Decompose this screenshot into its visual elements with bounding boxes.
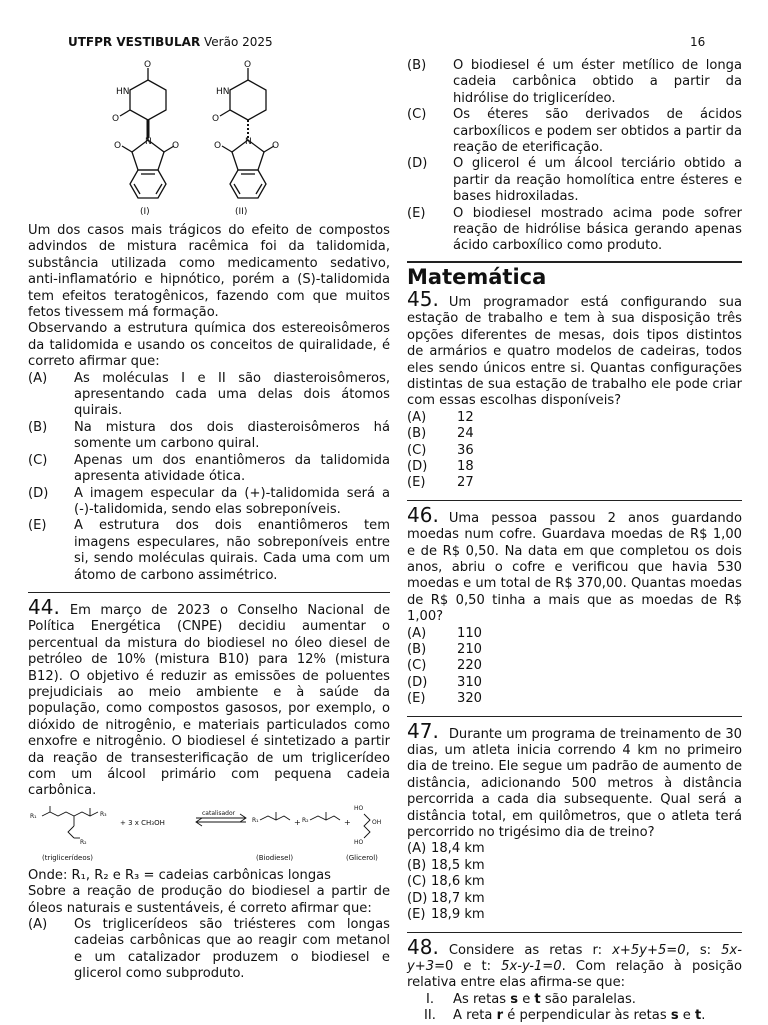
option-text: Os triglicerídeos são triésteres com longas cadeias carbônicas que ao reagir com metanol e um catalizador produzem o biodiesel e glicerol como subproduto. <box>74 917 390 982</box>
q48-item-ii <box>407 1008 742 1024</box>
option-text: 18,9 km <box>431 907 485 923</box>
equation-s: 5x-y+3 <box>407 942 742 974</box>
q45-option-c[interactable] <box>407 443 742 459</box>
q46-statement <box>407 502 742 626</box>
svg-text:R₃: R₃ <box>100 810 107 818</box>
exam-title: UTFPR VESTIBULAR <box>68 35 201 49</box>
svg-text:O: O <box>172 141 180 151</box>
option-label: (E) <box>407 907 426 923</box>
line-r: r <box>496 1008 504 1024</box>
question-number: 45. <box>407 286 439 311</box>
section-title: Matemática <box>407 264 547 289</box>
molecule-label-ii: (II) <box>235 207 248 217</box>
q43-question: Observando a estrutura química dos estereoisômeros da talidomida e usando os conceitos de quiralidade, é correto afirmar que: <box>28 321 390 370</box>
equation-t: 5x-y-1=0 <box>501 958 562 974</box>
label-glycerol: (Glicerol) <box>346 853 378 862</box>
option-b[interactable] <box>28 420 390 453</box>
item-mid-2: e <box>678 1008 696 1024</box>
svg-text:O: O <box>112 114 120 124</box>
option-text: 27 <box>457 475 474 491</box>
q48-statement <box>407 934 743 992</box>
line-t: t <box>695 1008 702 1024</box>
option-label: (C) <box>407 874 427 890</box>
q44-options-continued <box>407 58 742 255</box>
divider <box>407 500 742 501</box>
q44-option-b[interactable] <box>407 58 742 107</box>
option-text: 18,7 km <box>431 890 485 906</box>
option-label: (B) <box>407 642 427 657</box>
option-text: 18,4 km <box>431 841 485 857</box>
q44-option-a[interactable] <box>28 917 390 983</box>
svg-text:O: O <box>244 60 252 70</box>
q44-option-c[interactable] <box>407 107 742 156</box>
option-label: (C) <box>28 452 48 468</box>
q44-question: Sobre a reação de produção do biodiesel a partir de óleos naturais e sustentáveis, é correto afirmar que: <box>28 884 390 916</box>
option-label: (E) <box>28 518 47 534</box>
option-label: (D) <box>28 485 49 501</box>
section-divider <box>407 261 742 263</box>
q48-text-4: . Com relação à posição relativa entre elas afirma-se que: <box>407 958 743 991</box>
q46-text: Uma pessoa passou 2 anos guardando moedas num cofre. Guardava moedas de R$ 1,00 e de R$ 0,50. Na data em que completou os dois anos, abriu o cofre e verificou que havia 530 moedas e um total de R$ 370,00. Quantas moedas de R$ 0,50 tinha a mais que as moedas de R$ 1,00? <box>407 510 742 625</box>
option-d[interactable] <box>28 486 390 519</box>
q45-option-b[interactable] <box>407 426 742 442</box>
item-post: . <box>701 1008 706 1024</box>
option-label: (C) <box>407 107 427 123</box>
q46-option-c[interactable] <box>407 658 742 674</box>
option-label: (A) <box>407 409 427 425</box>
svg-text:HN: HN <box>116 87 130 97</box>
q45-text: Um programador está configurando sua estação de trabalho e tem à sua disposição três opções diferentes de mesas, dois tipos distintos de armários e quatro modelos de cadeiras, todos eles sendo únicos entre si. Quantas configurações distintas de sua estação de trabalho ele pode criar com essas escolhas disponíveis? <box>407 294 742 409</box>
option-label: (E) <box>407 691 426 707</box>
option-text: 320 <box>457 691 482 707</box>
svg-text:OH: OH <box>372 818 382 826</box>
q44-text: Em março de 2023 o Conselho Nacional de Política Energética (CNPE) decidiu aumentar o percentual da mistura do biodiesel no óleo diesel de petróleo de 10% (mistura B10) para 12% (mistura B12). O objetivo é reduzir as emissões de poluentes prejudiciais ao meio ambiente e à saúde da população, como compostos gasosos, por exemplo, o dióxido de nitrogênio, e materiais particulados como enxofre e nitrogênio. O biodiesel é sintetizado a partir da reação de transesterificação de um triglicerídeo com um álcool primário com pequena cadeia carbônica. <box>28 602 390 799</box>
option-c[interactable] <box>28 453 390 486</box>
option-label: (A) <box>28 370 48 386</box>
q48-item-i <box>407 992 742 1008</box>
option-text: 18,6 km <box>431 874 485 890</box>
q47-text: Durante um programa de treinamento de 30 dias, um atleta inicia correndo 4 km no primeiro dia de treino. Ele segue um padrão de aumento de distância, adicionando 500 metros à distância percorrida a cada dia subsequente. Qual será a distância total, em quilômetros, que o atleta terá percorrido no trigésimo dia de treino? <box>407 726 742 841</box>
q46-option-d[interactable] <box>407 675 742 691</box>
q46-option-b[interactable] <box>407 642 742 658</box>
transesterification-reaction <box>28 804 390 864</box>
option-label: (C) <box>407 442 427 458</box>
q47-option-a[interactable] <box>407 841 742 857</box>
option-label: (D) <box>407 156 428 172</box>
label-triglycerides: (triglicerídeos) <box>42 853 94 862</box>
option-text: As moléculas I e II são diasteroisômeros, apresentando cada uma delas dois átomos quirais. <box>74 370 390 419</box>
q45-option-d[interactable] <box>407 459 742 475</box>
option-text: 110 <box>457 625 482 641</box>
q48-text-2: , s: <box>685 942 722 958</box>
q47-option-c[interactable] <box>407 874 742 890</box>
item-text <box>453 1008 742 1024</box>
item-post: são paralelas. <box>540 991 636 1007</box>
thalidomide-diagram <box>108 58 308 218</box>
option-text: 36 <box>457 442 474 458</box>
svg-text:HO: HO <box>354 804 364 812</box>
divider <box>407 932 742 933</box>
option-text: 220 <box>457 658 482 674</box>
divider <box>28 592 390 593</box>
divider <box>407 716 742 717</box>
q48-items <box>407 992 742 1025</box>
item-label: I. <box>425 991 435 1007</box>
item-text <box>453 992 742 1008</box>
option-text: Apenas um dos enantiômeros da talidomida apresenta atividade ótica. <box>74 452 390 485</box>
question-number: 47. <box>407 718 439 743</box>
option-text: O biodiesel é um éster metílico de longa cadeia carbônica obtido a partir da hidrólise do triglicerídeo. <box>453 58 742 106</box>
q47-option-b[interactable] <box>407 858 742 874</box>
option-text: A estrutura dos dois enantiômeros tem imagens especulares, não sobreponíveis entre si, sendo moléculas quirais. Cada uma com um átomo de carbono assimétrico. <box>74 518 390 583</box>
svg-text:O: O <box>144 60 152 70</box>
option-label: (B) <box>28 419 48 435</box>
reaction-plus-1: + <box>294 817 301 827</box>
option-label: (D) <box>407 890 428 906</box>
option-text: O glicerol é um álcool terciário obtido a partir da reação homolítica entre ésteres e bases hidroxiladas. <box>453 156 742 205</box>
option-label: (E) <box>407 475 426 491</box>
q44-where: Onde: R₁, R₂ e R₃ = cadeias carbônicas longas <box>28 867 331 883</box>
option-text: 310 <box>457 674 482 690</box>
svg-text:O: O <box>272 141 280 151</box>
option-label: (A) <box>407 841 427 857</box>
svg-text:HN: HN <box>216 87 230 97</box>
option-text: Na mistura dos dois diasteroisômeros há somente um carbono quiral. <box>74 419 390 452</box>
option-label: (B) <box>407 857 427 873</box>
line-s: s <box>670 1008 679 1024</box>
q47-option-d[interactable] <box>407 891 742 907</box>
page-number: 16 <box>690 35 706 49</box>
option-label: (D) <box>407 458 428 474</box>
molecule-label-i: (I) <box>140 207 150 217</box>
line-s: s <box>510 991 519 1007</box>
label-biodiesel: (Biodiesel) <box>256 853 294 862</box>
option-text: 18,5 km <box>431 857 485 873</box>
option-label: (B) <box>407 426 427 442</box>
option-text: 12 <box>457 409 474 425</box>
q48-text-1: Considere as retas r: <box>448 942 613 958</box>
item-mid: e <box>518 991 535 1007</box>
line-t: t <box>534 991 541 1007</box>
q47-option-e[interactable] <box>407 907 742 923</box>
svg-text:N: N <box>245 137 252 147</box>
svg-text:HO: HO <box>354 838 364 846</box>
right-column <box>407 58 742 1025</box>
option-label: (E) <box>407 205 426 221</box>
q43-options <box>28 371 390 584</box>
q47-options <box>407 841 742 923</box>
q46-option-e[interactable] <box>407 691 742 707</box>
q45-option-e[interactable] <box>407 475 742 491</box>
option-text: 18 <box>457 458 474 474</box>
option-text: 210 <box>457 642 482 657</box>
svg-text:R₁: R₁ <box>252 816 259 824</box>
option-text: Os éteres são derivados de ácidos carboxílicos e podem ser obtidos a partir da reação de eterificação. <box>453 107 742 156</box>
q44-option-e[interactable] <box>407 206 742 255</box>
q48-text-3: =0 e t: <box>434 958 502 974</box>
svg-text:O: O <box>214 141 222 151</box>
q45-option-a[interactable] <box>407 410 742 426</box>
question-number: 44. <box>28 594 60 619</box>
option-a[interactable] <box>28 371 390 420</box>
option-label: (C) <box>407 658 427 674</box>
q44-option-d[interactable] <box>407 156 742 205</box>
equation-r: x+5y+5=0 <box>612 942 686 958</box>
option-text: A imagem especular da (+)-talidomida será a (-)-talidomida, sendo elas sobreponíveis. <box>74 485 390 517</box>
q45-statement <box>407 286 742 410</box>
left-column <box>28 58 390 983</box>
q46-option-a[interactable] <box>407 626 742 642</box>
q45-options <box>407 410 742 492</box>
svg-text:N: N <box>145 137 152 147</box>
q44-statement <box>28 594 390 800</box>
item-label: II. <box>424 1008 436 1024</box>
option-label: (D) <box>407 674 428 690</box>
q43-intro: Um dos casos mais trágicos do efeito de compostos advindos de mistura racêmica foi da talidomida, substância utilizada como medicamento sedativo, anti-inflamatório e hipnótico, porém a (S)-talidomida tem efeitos teratogênicos, fazendo com que muitos fetos tivessem má formação. <box>28 223 390 321</box>
svg-text:R₁: R₁ <box>30 812 37 820</box>
option-label: (B) <box>407 58 427 73</box>
svg-text:R₂: R₂ <box>302 816 309 824</box>
item-pre: As retas <box>453 991 511 1007</box>
reaction-plus-2: + <box>344 817 351 827</box>
thalidomide-structures <box>28 58 390 223</box>
svg-text:R₂: R₂ <box>80 838 87 846</box>
option-label: (A) <box>407 625 427 641</box>
question-number: 48. <box>407 934 439 959</box>
option-text: O biodiesel mostrado acima pode sofrer reação de hidrólise básica gerando apenas ácido carboxílico como produto. <box>453 205 742 254</box>
question-number: 46. <box>407 502 439 527</box>
q46-options <box>407 626 742 708</box>
svg-text:O: O <box>212 114 220 124</box>
item-mid: é perpendicular às retas <box>503 1008 671 1024</box>
page-header-title <box>68 35 273 49</box>
item-pre: A reta <box>453 1008 497 1024</box>
reaction-reagent: + 3 x CH₃OH <box>120 818 165 827</box>
exam-edition: Verão 2025 <box>200 35 273 49</box>
q47-statement <box>407 718 742 842</box>
svg-text:O: O <box>114 141 122 151</box>
reaction-catalyst: catalisador <box>202 809 236 817</box>
option-e[interactable] <box>28 518 390 584</box>
option-label: (A) <box>28 917 48 933</box>
option-text: 24 <box>457 426 474 442</box>
